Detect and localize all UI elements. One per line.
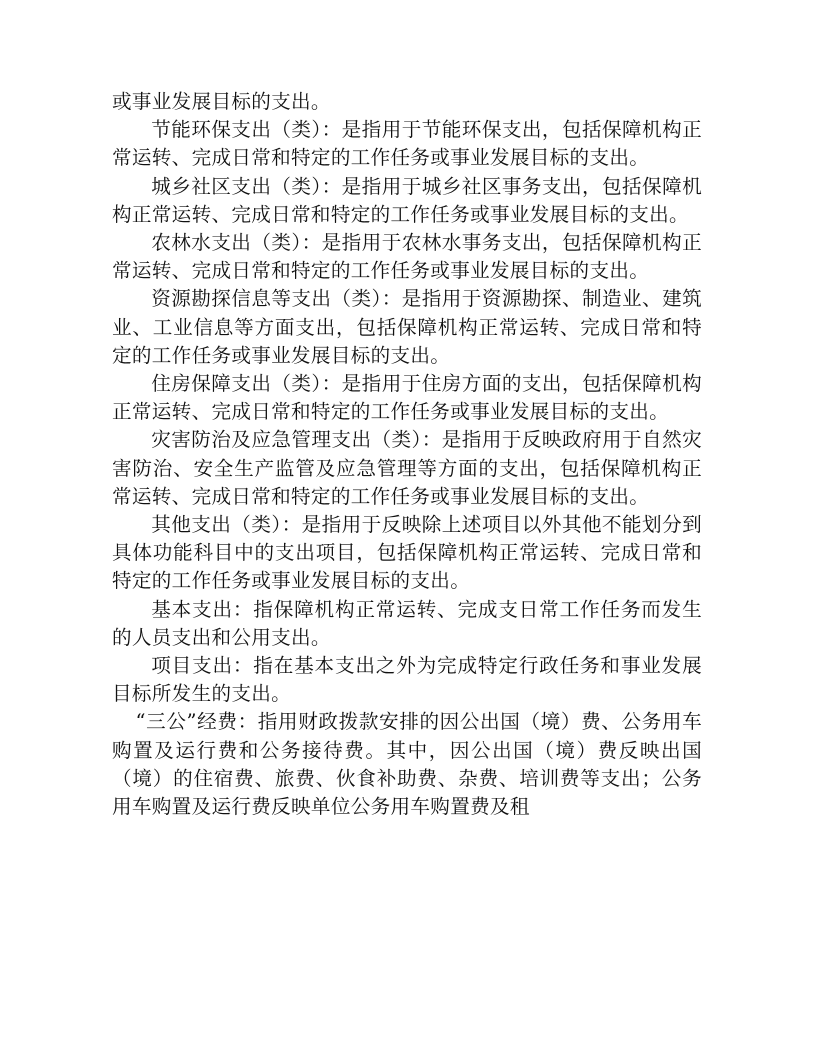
paragraph-basic-expenditure: 基本支出：指保障机构正常运转、完成支日常工作任务而发生的人员支出和公用支出。 xyxy=(112,597,702,649)
paragraph-resource-exploration: 资源勘探信息等支出（类）：是指用于资源勘探、制造业、建筑业、工业信息等方面支出，包括保障机构正常运转、完成日常和特定的工作任务或事业发展目标的支出。 xyxy=(112,287,702,367)
paragraph-housing: 住房保障支出（类）：是指用于住房方面的支出，包括保障机构正常运转、完成日常和特定的工作任务或事业发展目标的支出。 xyxy=(112,372,702,424)
paragraph-agriculture: 农林水支出（类）：是指用于农林水事务支出，包括保障机构正常运转、完成日常和特定的工作任务或事业发展目标的支出。 xyxy=(112,231,702,283)
paragraph-urban-rural: 城乡社区支出（类）：是指用于城乡社区事务支出，包括保障机构正常运转、完成日常和特定的工作任务或事业发展目标的支出。 xyxy=(112,174,702,226)
paragraph-other-expenditure: 其他支出（类）：是指用于反映除上述项目以外其他不能划分到具体功能科目中的支出项目，包括保障机构正常运转、完成日常和特定的工作任务或事业发展目标的支出。 xyxy=(112,513,702,593)
paragraph-disaster-prevention: 灾害防治及应急管理支出（类）：是指用于反映政府用于自然灾害防治、安全生产监管及应急管理等方面的支出，包括保障机构正常运转、完成日常和特定的工作任务或事业发展目标的支出。 xyxy=(112,428,702,508)
paragraph-continuation: 或事业发展目标的支出。 xyxy=(112,90,331,113)
paragraph-energy-environment: 节能环保支出（类）：是指用于节能环保支出，包括保障机构正常运转、完成日常和特定的工作任务或事业发展目标的支出。 xyxy=(112,118,702,170)
paragraph-project-expenditure: 项目支出：指在基本支出之外为完成特定行政任务和事业发展目标所发生的支出。 xyxy=(112,654,702,706)
paragraph-three-public-funds: “三公”经费：指用财政拨款安排的因公出国（境）费、公务用车购置及运行费和公务接待费。其中，因公出国（境）费反映出国（境）的住宿费、旅费、伙食补助费、杂费、培训费等支出；公务用车购置及运行费反映单位公务用车购置费及租 xyxy=(112,710,702,819)
document-body xyxy=(112,88,702,821)
